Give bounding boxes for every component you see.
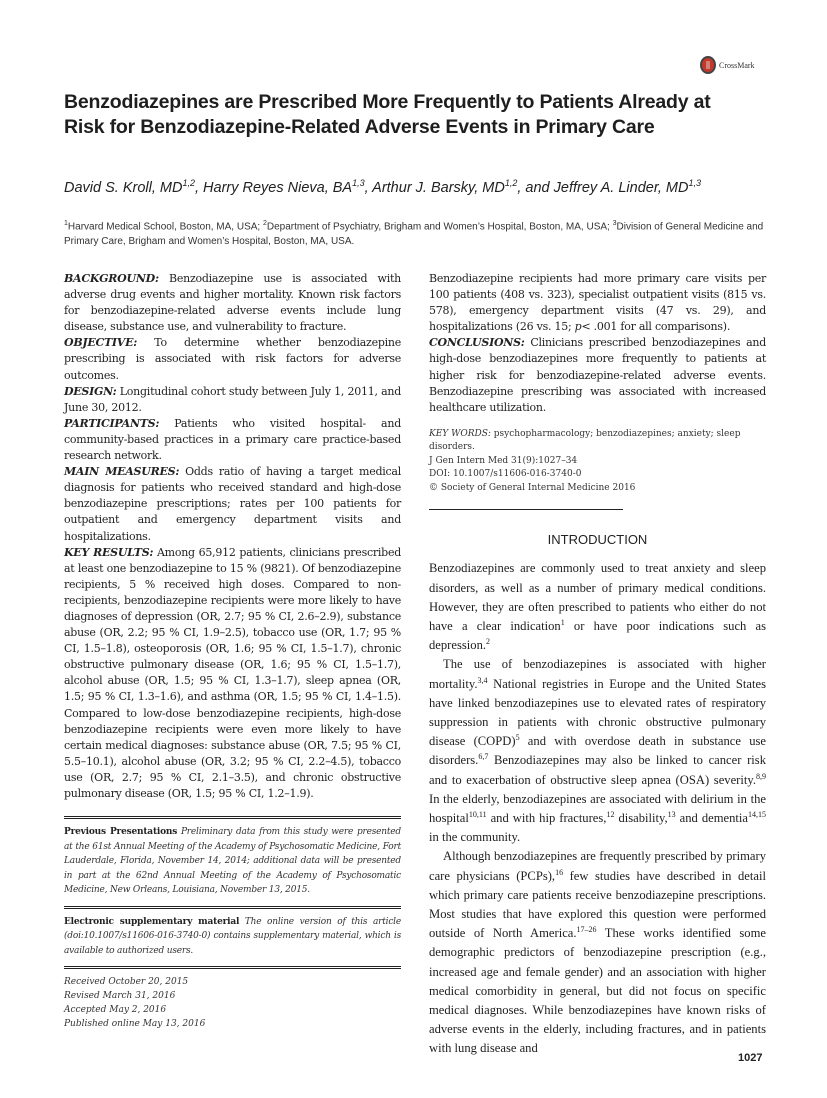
section-label: KEY RESULTS: [64,545,154,559]
affiliation-text: Division of General Medicine and Primary Care, Brigham and Women’s Hospital, Boston, MA, USA. [64,221,764,248]
divider [64,966,401,969]
divider [64,816,401,819]
abstract-design: DESIGN: Longitudinal cohort study between July 1, 2011, and June 30, 2012. [64,384,401,414]
author-name: Jeffrey A. Linder, MD [553,179,689,196]
citation-ref[interactable]: 17–26 [576,925,597,935]
divider [64,906,401,909]
affiliation-marker: 1,3 [352,178,365,188]
date-published: Published online May 13, 2016 [64,1019,206,1030]
section-label: DESIGN: [64,384,117,398]
divider [429,509,623,510]
crossmark-badge[interactable] [700,56,755,74]
intro-paragraph: Although benzodiazepines are frequently prescribed by primary care physicians (PCPs),$^{16}$ few studies have described in detail which primary care patients receive benzodiazepine prescriptions. Most studies that have explored this question were performed outside of North America.$^{17-26}$ These works identified some demographic predictors of benzodiazepine prescription (e.g., increased age and female gender) and an association with higher medical comorbidity in general, but did not focus on specific medical diagnoses. While benzodiazepines have known risks of adverse events in the elderly, including fractures, and in patients with lung disease and [429,849,766,1056]
section-label: MAIN MEASURES: [64,465,180,479]
abstract-key-results-continued: Benzodiazepine recipients had more primary care visits per 100 patients (408 vs. 323), specialist outpatient visits (815 vs. 578), emergency department visits (47 vs. 29), and hospitalizations (26 vs. 15; p< .001 for all comparisons). [429,272,766,334]
previous-presentations-note: Previous Presentations Preliminary data from this study were presented at the 61st Annual Meeting of the Academy of Psychosomatic Medicine, Fort Lauderdale, Florida, November 14, 2014; additional data will be presented in part at the 62nd Annual Meeting of the Academy of Psychosomatic Medicine, New Orleans, Louisiana, November 13, 2015. [64,827,401,896]
citation-ref[interactable]: 3,4 [477,675,488,685]
introduction-body [429,559,766,1058]
citation-ref[interactable]: 10,11 [468,809,487,819]
date-revised: Revised March 31, 2016 [64,991,176,1002]
article-title: Benzodiazepines are Prescribed More Frequently to Patients Already at Risk for Benzodiazepine-Related Adverse Events in Primary Care [64,91,711,138]
citation-ref[interactable]: 13 [667,809,676,819]
section-label: BACKGROUND: [64,272,159,285]
affiliation-number: 3 [612,220,617,227]
keywords: KEY WORDS: psychopharmacology; benzodiazepines; anxiety; sleep disorders. [429,428,741,453]
supplementary-note: Electronic supplementary material The online version of this article (doi:10.1007/s11606-016-3740-0) contains supplementary material, which is available to authorized users. [64,916,401,956]
affiliation-text: Department of Psychiatry, Brigham and Women’s Hospital, Boston, MA, USA; [266,221,613,233]
section-heading-introduction: INTRODUCTION [547,532,648,548]
date-accepted: Accepted May 2, 2016 [64,1005,167,1016]
abstract-conclusions: CONCLUSIONS: Clinicians prescribed benzodiazepines and high-dose benzodiazepines more frequently to patients at higher risk for benzodiazepine-related adverse events. Benzodiazepine prescribing was associated with increased healthcare utilization. [429,336,766,414]
abstract [64,271,401,802]
affiliations [64,216,764,249]
citation-ref[interactable]: 14,15 [748,809,766,819]
author-name: David S. Kroll, MD [64,179,183,196]
affiliation-marker: 1,2 [504,178,518,188]
article-meta [429,428,766,496]
section-label: CONCLUSIONS: [429,336,525,350]
citation-ref[interactable]: 2 [486,636,491,646]
crossmark-label: CrossMark [719,60,755,70]
affiliation-marker: 1,2 [182,178,195,188]
affiliation-text: Harvard Medical School, Boston, MA, USA; [67,221,263,233]
abstract-objective: OBJECTIVE: To determine whether benzodiazepine prescribing is associated with risk factors for adverse outcomes. [64,336,401,382]
doi[interactable]: DOI: 10.1007/s11606-016-3740-0 [429,469,582,480]
affiliation-number: 1 [64,220,68,227]
abstract-participants: PARTICIPANTS: Patients who visited hospital- and community-based practices in a primary care practice-based research network. [64,416,401,463]
citation-ref[interactable]: 16 [555,867,564,877]
author-name: Arthur J. Barsky, MD [372,179,505,196]
section-label: PARTICIPANTS: [64,416,160,430]
copyright: © Society of General Internal Medicine 2016 [429,482,636,493]
abstract-background: BACKGROUND: Benzodiazepine use is associated with adverse drug events and higher mortality. Known risk factors for benzodiazepine-related adverse events include lung disease, substance use, and vulnerability to fracture. [64,272,401,334]
article-dates [64,975,401,1031]
abstract-key-results: KEY RESULTS: Among 65,912 patients, clinicians prescribed at least one benzodiazepine to 15 % (9821). Of benzodiazepine recipients, 5 % received high doses. Compared to non-recipients, benzodiazepine recipients were more likely to have diagnoses of depression (OR, 2.7; 95 % CI, 2.6–2.9), substance abuse (OR, 2.2; 95 % CI, 1.9–2.5), tobacco use (OR, 1.7; 95 % CI, 1.5–1.8), osteoporosis (OR, 1.6; 95 % CI, 1.5–1.7), chronic obstructive pulmonary disease (OR, 1.6; 95 % CI, 1.5–1.7), alcohol abuse (OR, 1.5; 95 % CI, 1.3–1.7), sleep apnea (OR, 1.5; 95 % CI, 1.3–1.6), and asthma (OR, 1.5; 95 % CI, 1.4–1.5). Compared to low-dose benzodiazepine recipients, high-dose benzodiazepine recipients were even more likely to have certain medical diagnoses: substance abuse (OR, 7.5; 95 % CI, 5.5–10.1), alcohol abuse (OR, 3.2; 95 % CI, 2.2–4.5), tobacco use (OR, 2.7; 95 % CI, 2.1–3.5), and chronic obstructive pulmonary disease (OR, 1.5; 95 % CI, 1.2–1.9). [64,545,401,800]
citation-ref[interactable]: 5 [515,732,520,742]
affiliation-marker: 1,3 [688,178,701,188]
abstract-main-measures: MAIN MEASURES: Odds ratio of having a target medical diagnosis for patients who received standard and high-dose benzodiazepine prescriptions; rates per 100 patients for outpatient and emergency department visits and hospitalizations. [64,465,401,543]
citation-ref[interactable]: 12 [606,809,615,819]
crossmark-icon [700,56,716,74]
right-column [429,271,766,1059]
abstract-continued [429,271,766,416]
citation-ref[interactable]: 1 [560,617,565,627]
citation-ref[interactable]: 8,9 [756,771,766,781]
intro-paragraph: Benzodiazepines are commonly used to treat anxiety and sleep disorders, as well as a number of primary medical conditions. However, they are often prescribed to patients who either do not have a clear indication$^1$ or have poor indications such as depression.$^2$ [429,561,766,653]
author-list: David S. Kroll, MD$^{1,2}$, Harry Reyes Nieva, BA$^{1,3}$, Arthur J. Barsky, MD$^{1,2}$, and Jeffrey A. Linder, MD$^{1,3}$ [64,178,701,196]
section-label: OBJECTIVE: [64,336,138,350]
page-number: 1027 [738,1052,763,1064]
affiliation-number: 2 [262,220,267,227]
journal-citation: J Gen Intern Med 31(9):1027–34 [429,455,578,466]
intro-paragraph: The use of benzodiazepines is associated with higher mortality.$^{3,4}$ National registries in Europe and the United States have linked benzodiazepines use to elevated rates of respiratory suppression in patients with chronic obstructive pulmonary disease (COPD)$^5$ and with overdose death in substance use disorders.$^{6,7}$ Benzodiazepines may also be linked to cancer risk and to exacerbation of obstructive sleep apnea (OSA) severity.$^{8,9}$ In the elderly, benzodiazepines are associated with delirium in the hospital$^{10,11}$ and with hip fractures,$^{12}$ disability,$^{13}$ and dementia$^{14,15}$ in the community. [429,657,767,845]
citation-ref[interactable]: 6,7 [478,752,489,762]
author-name: Harry Reyes Nieva, BA [203,179,353,196]
date-received: Received October 20, 2015 [64,977,189,988]
left-column [64,271,401,1031]
